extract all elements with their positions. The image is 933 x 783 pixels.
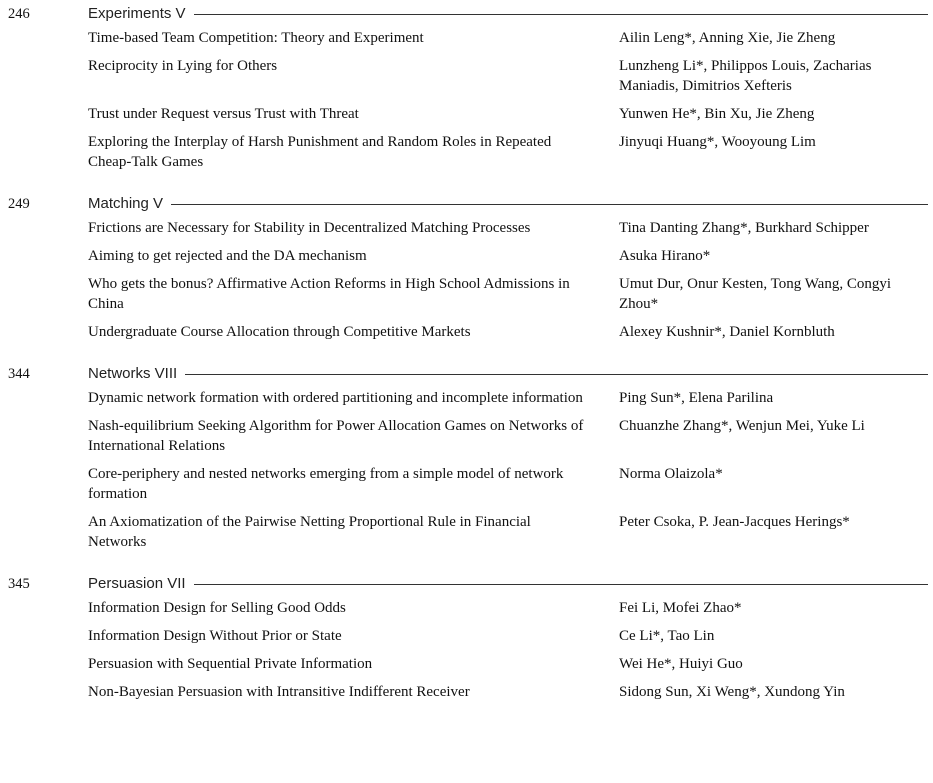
session-title: Experiments V (88, 5, 186, 22)
session-spacer (0, 560, 933, 570)
paper-row (0, 246, 933, 274)
paper-title: Frictions are Necessary for Stability in Decentralized Matching Processes (88, 220, 531, 236)
room-number: 249 (8, 196, 30, 212)
paper-row (0, 132, 933, 180)
paper-title: Non-Bayesian Persuasion with Intransitive Indifferent Receiver (88, 684, 470, 700)
paper-authors: Umut Dur, Onur Kesten, Tong Wang, Congyi Zhou* (619, 276, 891, 312)
paper-authors: Ailin Leng*, Anning Xie, Jie Zheng (619, 30, 836, 46)
paper-title: Nash-equilibrium Seeking Algorithm for Power Allocation Games on Networks of International Relations (88, 418, 584, 454)
paper-authors: Ce Li*, Tao Lin (619, 628, 715, 644)
session-title-row (88, 195, 928, 213)
paper-row (0, 104, 933, 132)
paper-title: Trust under Request versus Trust with Threat (88, 106, 359, 122)
paper-authors: Norma Olaizola* (619, 466, 723, 482)
paper-title: Dynamic network formation with ordered partitioning and incomplete information (88, 390, 583, 406)
paper-title: Information Design Without Prior or State (88, 628, 342, 644)
paper-title: Exploring the Interplay of Harsh Punishment and Random Roles in Repeated Cheap-Talk Games (88, 134, 552, 170)
session-spacer (0, 350, 933, 360)
room-number: 345 (8, 576, 30, 592)
paper-authors: Alexey Kushnir*, Daniel Kornbluth (619, 324, 835, 340)
paper-row (0, 274, 933, 322)
paper-row (0, 654, 933, 682)
paper-row (0, 598, 933, 626)
room-number: 344 (8, 366, 30, 382)
paper-authors: Tina Danting Zhang*, Burkhard Schipper (619, 220, 869, 236)
paper-title: Persuasion with Sequential Private Information (88, 656, 373, 672)
paper-row (0, 56, 933, 104)
session-block (0, 570, 933, 710)
paper-authors: Fei Li, Mofei Zhao* (619, 600, 742, 616)
session-header (0, 190, 933, 218)
session-block (0, 0, 933, 180)
session-title-row (88, 575, 928, 593)
paper-row (0, 512, 933, 560)
session-header (0, 0, 933, 28)
paper-title: An Axiomatization of the Pairwise Netting Proportional Rule in Financial Networks (88, 514, 531, 550)
paper-title: Aiming to get rejected and the DA mechanism (88, 248, 367, 264)
section-divider (194, 584, 928, 585)
session-title-row (88, 365, 928, 383)
session-title-row (88, 5, 928, 23)
session-title: Networks VIII (88, 365, 178, 382)
session-title: Matching V (88, 195, 164, 212)
paper-title: Reciprocity in Lying for Others (88, 58, 278, 74)
section-divider (194, 14, 928, 15)
paper-row (0, 388, 933, 416)
paper-authors: Peter Csoka, P. Jean-Jacques Herings* (619, 514, 850, 530)
section-divider (171, 204, 928, 205)
paper-authors: Wei He*, Huiyi Guo (619, 656, 743, 672)
session-spacer (0, 180, 933, 190)
paper-row (0, 682, 933, 710)
session-header (0, 360, 933, 388)
paper-authors: Chuanzhe Zhang*, Wenjun Mei, Yuke Li (619, 418, 865, 434)
paper-authors: Lunzheng Li*, Philippos Louis, Zacharias Maniadis, Dimitrios Xefteris (619, 58, 872, 94)
paper-authors: Asuka Hirano* (619, 248, 711, 264)
section-divider (185, 374, 928, 375)
paper-authors: Jinyuqi Huang*, Wooyoung Lim (619, 134, 816, 150)
paper-authors: Yunwen He*, Bin Xu, Jie Zheng (619, 106, 815, 122)
paper-title: Undergraduate Course Allocation through Competitive Markets (88, 324, 471, 340)
session-title: Persuasion VII (88, 575, 186, 592)
paper-row (0, 416, 933, 464)
paper-row (0, 626, 933, 654)
paper-title: Information Design for Selling Good Odds (88, 600, 346, 616)
paper-row (0, 28, 933, 56)
paper-row (0, 218, 933, 246)
session-block (0, 190, 933, 350)
session-header (0, 570, 933, 598)
session-block (0, 360, 933, 560)
paper-title: Core-periphery and nested networks emerging from a simple model of network formation (88, 466, 564, 502)
room-number: 246 (8, 6, 30, 22)
paper-authors: Sidong Sun, Xi Weng*, Xundong Yin (619, 684, 845, 700)
paper-authors: Ping Sun*, Elena Parilina (619, 390, 774, 406)
paper-row (0, 322, 933, 350)
paper-title: Who gets the bonus? Affirmative Action Reforms in High School Admissions in China (88, 276, 570, 312)
paper-row (0, 464, 933, 512)
paper-title: Time-based Team Competition: Theory and Experiment (88, 30, 424, 46)
